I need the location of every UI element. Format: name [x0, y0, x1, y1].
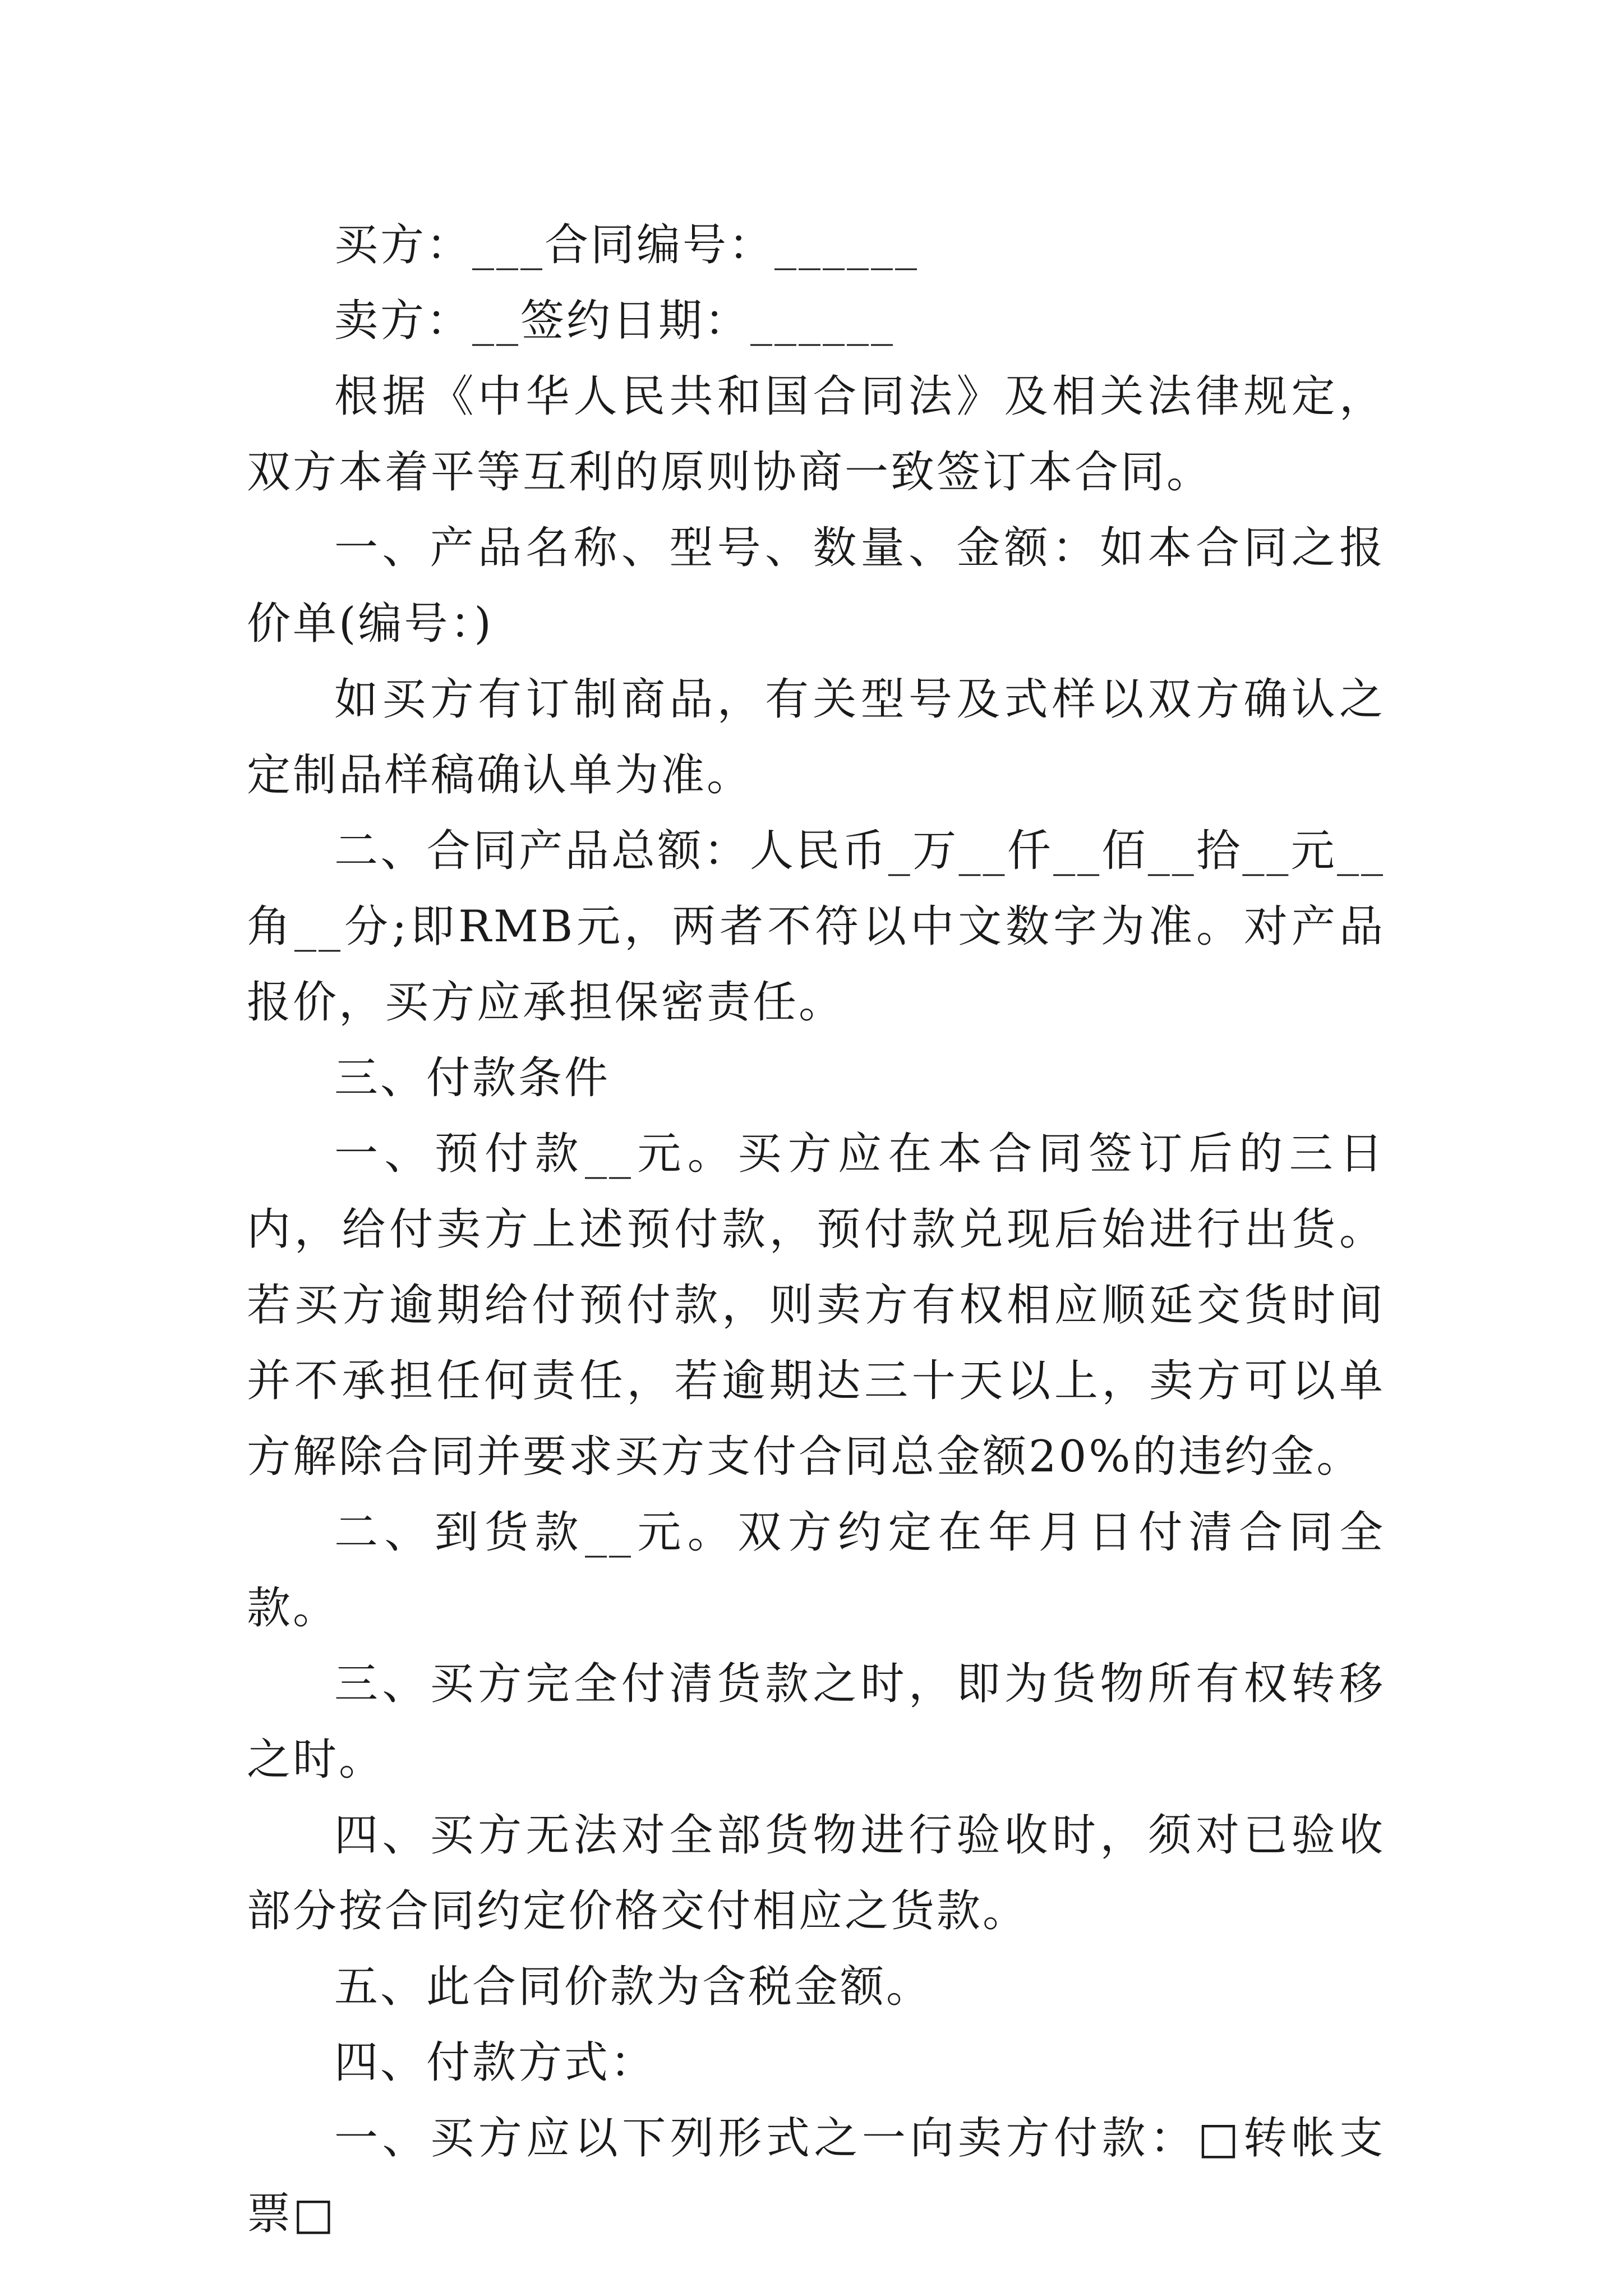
clause-tax-inclusive: 五、此合同价款为含税金额。	[334, 1962, 933, 2012]
clause-partial-acceptance: 四、买方无法对全部货物进行验收时，须对已验收部分按合同约定价格交付相应之货款。	[247, 1810, 1385, 1936]
section-heading-payment-terms: 三、付款条件	[334, 1053, 611, 1103]
contract-body	[247, 208, 1385, 2252]
clause-delivery-payment: 二、到货款__元。双方约定在年月日付清合同全款。	[247, 1507, 1385, 1634]
clause-payment-forms: 一、买方应以下列形式之一向卖方付款：□转帐支票□	[247, 2113, 1385, 2239]
section-heading-payment-method: 四、付款方式：	[334, 2037, 657, 2088]
clause-total-amount: 二、合同产品总额：人民币_万__仟__佰__拾__元__角__分;即RMB元，两者不符以中文数字为准。对产品报价，买方应承担保密责任。	[247, 826, 1385, 1028]
clause-prepayment: 一、预付款__元。买方应在本合同签订后的三日内，给付卖方上述预付款，预付款兑现后始进行出货。若买方逾期给付预付款，则卖方有权相应顺延交货时间并不承担任何责任，若逾期达三十天以上，卖方可以单方解除合同并要求买方支付合同总金额20%的违约金。	[247, 1129, 1385, 1482]
clause-ownership-transfer: 三、买方完全付清货款之时，即为货物所有权转移之时。	[247, 1659, 1385, 1785]
preamble-paragraph: 根据《中华人民共和国合同法》及相关法律规定，双方本着平等互利的原则协商一致签订本合同。	[247, 371, 1385, 498]
buyer-contract-number-line: 买方：___合同编号：______	[334, 220, 920, 270]
seller-signing-date-line: 卖方：__签约日期：______	[334, 296, 896, 346]
clause-product-info: 一、产品名称、型号、数量、金额：如本合同之报价单(编号：)	[247, 523, 1385, 649]
custom-goods-paragraph: 如买方有订制商品，有关型号及式样以双方确认之定制品样稿确认单为准。	[247, 674, 1385, 800]
